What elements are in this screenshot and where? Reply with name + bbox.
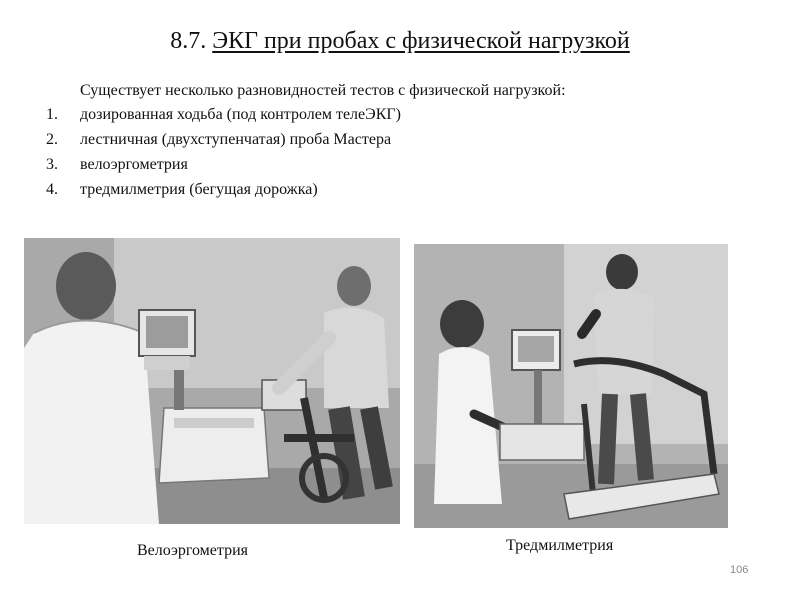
- title-text: ЭКГ при пробах с физической нагрузкой: [212, 28, 630, 54]
- intro-text: Существует несколько разновидностей тестов с физической нагрузкой:: [80, 82, 566, 99]
- list-item-number: 4.: [46, 181, 58, 198]
- list-item-number: 3.: [46, 156, 58, 173]
- list-item: [46, 177, 401, 202]
- test-types-list: [46, 102, 401, 202]
- list-item: [46, 102, 401, 127]
- treadmill-photo: [414, 244, 728, 528]
- ergometry-photo: [24, 238, 400, 524]
- list-item: [46, 127, 401, 152]
- list-item-number: 1.: [46, 106, 58, 123]
- page-number: 106: [730, 564, 749, 576]
- list-item: [46, 152, 401, 177]
- treadmill-illustration: [414, 244, 728, 528]
- title-number: 8.7.: [170, 28, 207, 54]
- caption-ergometry: Велоэргометрия: [137, 542, 249, 559]
- list-item-text: лестничная (двухступенчатая) проба Мастера: [80, 131, 392, 148]
- list-item-text: велоэргометрия: [80, 156, 188, 173]
- ergometry-illustration: [24, 238, 400, 524]
- slide-title: [0, 26, 800, 56]
- caption-treadmill: Тредмилметрия: [506, 537, 614, 554]
- list-item-text: дозированная ходьба (под контролем телеЭКГ): [80, 106, 401, 123]
- list-item-number: 2.: [46, 131, 58, 148]
- list-item-text: тредмилметрия (бегущая дорожка): [80, 181, 318, 198]
